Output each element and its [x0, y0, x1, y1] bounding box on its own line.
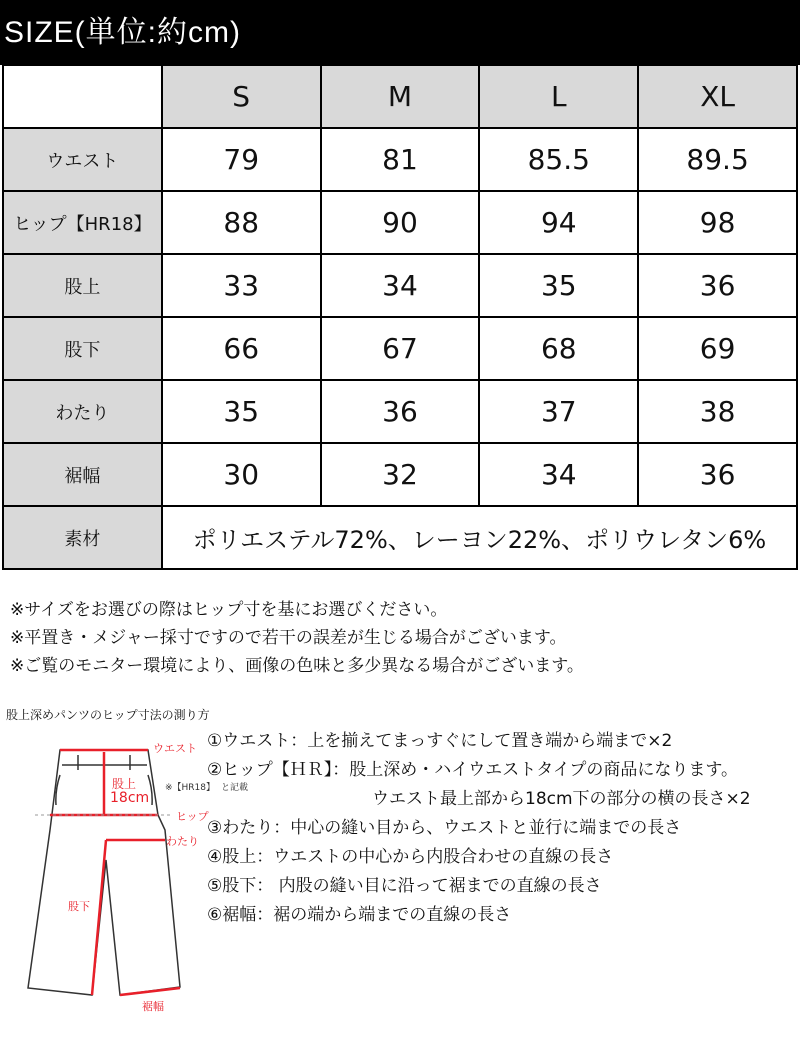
inseam-label: 股下 — [68, 900, 90, 913]
cell: 69 — [638, 317, 797, 380]
cell: 36 — [638, 443, 797, 506]
note: ※ご覧のモニター環境により、画像の色味と多少異なる場合がございます。 — [10, 656, 584, 676]
cell: 37 — [479, 380, 638, 443]
table-header-row — [3, 65, 797, 128]
header-m: M — [321, 65, 480, 128]
instruction: ⑥裾幅：裾の端から端までの直線の長さ — [207, 905, 512, 925]
cell: 30 — [162, 443, 321, 506]
cell: 79 — [162, 128, 321, 191]
waist-label: ウエスト — [153, 742, 197, 755]
row-label: わたり — [3, 380, 162, 443]
cell: 35 — [479, 254, 638, 317]
header-xl: XL — [638, 65, 797, 128]
table-row — [3, 443, 797, 506]
instruction: ウエスト最上部から18cm下の部分の横の長さ×2 — [372, 789, 751, 809]
hem-line — [120, 988, 180, 995]
cell: 98 — [638, 191, 797, 254]
row-label: 股上 — [3, 254, 162, 317]
cell: 66 — [162, 317, 321, 380]
instruction: ③わたり：中心の縫い目から、ウエストと並行に端までの長さ — [207, 818, 682, 838]
cell: 36 — [321, 380, 480, 443]
cell: 85.5 — [479, 128, 638, 191]
cell: 32 — [321, 443, 480, 506]
table-row — [3, 128, 797, 191]
table-row — [3, 254, 797, 317]
hr-note2: と記載 — [221, 783, 249, 793]
material-value: ポリエステル72%、レーヨン22%、ポリウレタン6% — [162, 506, 797, 569]
note: ※平置き・メジャー採寸ですので若干の誤差が生じる場合がございます。 — [10, 628, 567, 648]
cell: 88 — [162, 191, 321, 254]
cell: 36 — [638, 254, 797, 317]
row-label: ヒップ【HR18】 — [3, 191, 162, 254]
rise-value: 18cm — [110, 790, 150, 806]
instructions — [207, 727, 751, 930]
size-table-title: SIZE(単位:約cm) — [0, 0, 800, 65]
thigh-label: わたり — [166, 835, 199, 848]
instruction: ④股上：ウエストの中心から内股合わせの直線の長さ — [207, 847, 614, 867]
table-row — [3, 380, 797, 443]
cell: 34 — [479, 443, 638, 506]
cell: 81 — [321, 128, 480, 191]
note: ※サイズをお選びの際はヒップ寸を基にお選びください。 — [10, 600, 448, 620]
row-label: ウエスト — [3, 128, 162, 191]
cell: 35 — [162, 380, 321, 443]
cell: 38 — [638, 380, 797, 443]
cell: 89.5 — [638, 128, 797, 191]
size-table — [2, 64, 798, 570]
material-row — [3, 506, 797, 569]
diagram-title: 股上深めパンツのヒップ寸法の測り方 — [6, 708, 210, 722]
cell: 94 — [479, 191, 638, 254]
instruction: ①ウエスト：上を揃えてまっすぐにして置き端から端まで×2 — [207, 731, 673, 751]
material-label: 素材 — [3, 506, 162, 569]
cell: 68 — [479, 317, 638, 380]
cell: 34 — [321, 254, 480, 317]
table-row — [3, 191, 797, 254]
hip-label: ヒップ — [176, 810, 209, 823]
instruction: ②ヒップ【ＨＲ】：股上深め・ハイウエストタイプの商品になります。 — [207, 760, 739, 780]
hem-label: 裾幅 — [142, 1000, 164, 1013]
instruction: ⑤股下： 内股の縫い目に沿って裾までの直線の長さ — [207, 876, 602, 896]
row-label: 裾幅 — [3, 443, 162, 506]
rise-label: 股上 — [112, 777, 137, 791]
header-blank — [3, 65, 162, 128]
cell: 67 — [321, 317, 480, 380]
table-row — [3, 317, 797, 380]
header-s: S — [162, 65, 321, 128]
header-l: L — [479, 65, 638, 128]
cell: 90 — [321, 191, 480, 254]
cell: 33 — [162, 254, 321, 317]
inseam-line — [92, 840, 106, 995]
hr-note: ※【HR18】 — [165, 783, 216, 793]
row-label: 股下 — [3, 317, 162, 380]
notes — [10, 596, 584, 680]
